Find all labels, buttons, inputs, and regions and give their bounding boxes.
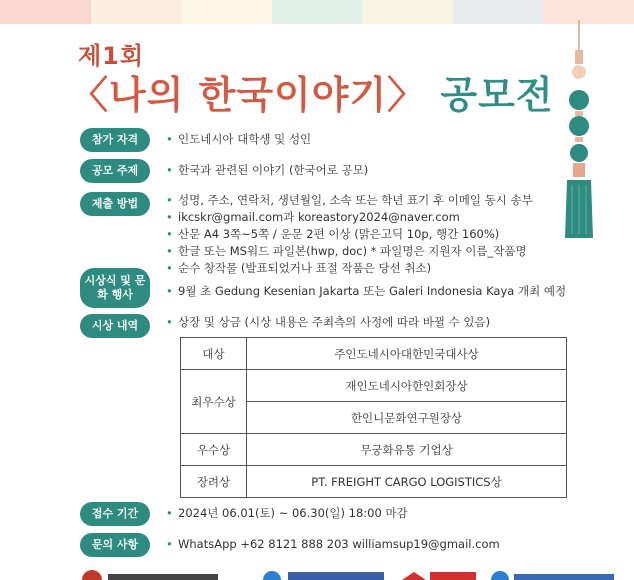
label-awards: 시상 내역: [80, 314, 150, 338]
strip-block: [91, 0, 182, 24]
list-item: • 9월 초 Gedung Kesenian Jakarta 또는 Galeri Indonesia Kaya 개최 예정: [166, 283, 566, 300]
sponsor-logo-icon: [430, 572, 476, 580]
eligibility-list: [166, 131, 311, 148]
award-sponsor: 한인니문화연구원장상: [247, 402, 567, 434]
strip-block: [0, 0, 91, 24]
strip-block: [272, 0, 363, 24]
list-item: • 한글 또는 MS워드 파일본(hwp, doc) * 파일명은 지원자 이름_작품명: [166, 243, 533, 260]
sponsor-logo-icon: [108, 574, 218, 580]
awards-table: [180, 337, 567, 498]
sponsor-logo-icon: [82, 570, 102, 580]
strip-block: [362, 0, 453, 24]
table-row: [181, 370, 567, 402]
strip-block: [453, 0, 544, 24]
list-item: • ikcskr@gmail.com과 koreastory2024@naver.com: [166, 209, 533, 226]
award-name: 대상: [181, 338, 247, 370]
submission-list: [166, 192, 533, 277]
sponsor-logo-icon: [288, 572, 384, 580]
list-item: • 상장 및 상금 (시상 내용은 주최측의 사정에 따라 바뀔 수 있음): [166, 314, 490, 331]
label-contact: 문의 사항: [80, 533, 150, 557]
list-item: • 한국과 관련된 이야기 (한국어로 공모): [166, 162, 368, 179]
table-row: [181, 338, 567, 370]
title-tail: 공모전: [440, 73, 554, 117]
contact-list: [166, 536, 500, 553]
table-row: [181, 466, 567, 498]
list-item: • WhatsApp +62 8121 888 203 williamsup19@gmail.com: [166, 536, 500, 553]
sponsor-logo-icon: [491, 571, 509, 580]
award-sponsor: 주인도네시아대한민국대사상: [247, 338, 567, 370]
sponsor-logo-icon: [263, 571, 281, 580]
awards-list: [166, 314, 490, 331]
theme-list: [166, 162, 368, 179]
title-main: 〈나의 한국이야기〉: [70, 73, 427, 117]
list-item: • 인도네시아 대학생 및 성인: [166, 131, 311, 148]
top-color-strip: [0, 0, 634, 24]
strip-block: [181, 0, 272, 24]
award-name: 우수상: [181, 434, 247, 466]
award-name: 장려상: [181, 466, 247, 498]
page-title: [70, 64, 554, 119]
label-theme: 공모 주제: [80, 159, 150, 183]
label-period: 접수 기간: [80, 502, 150, 526]
label-eligibility: 참가 자격: [80, 128, 150, 152]
award-sponsor: PT. FREIGHT CARGO LOGISTICS상: [247, 466, 567, 498]
sponsor-logo-icon: [514, 574, 614, 580]
round-label: 제1회: [78, 42, 145, 70]
sponsor-logos: [0, 566, 634, 580]
ceremony-list: [166, 283, 566, 300]
table-row: [181, 434, 567, 466]
list-item: • 2024년 06.01(토) ~ 06.30(일) 18:00 마감: [166, 505, 408, 522]
award-sponsor: 재인도네시아한인회장상: [247, 370, 567, 402]
list-item: • 산문 A4 3쪽~5쪽 / 운문 2편 이상 (맑은고딕 10p, 행간 160%): [166, 226, 533, 243]
label-submission: 제출 방법: [80, 192, 150, 216]
sponsor-logo-icon: [402, 572, 426, 580]
award-name: 최우수상: [181, 370, 247, 434]
label-ceremony: 시상식 및 문화 행사: [80, 268, 150, 308]
award-sponsor: 무궁화유통 기업상: [247, 434, 567, 466]
norigae-ornament-icon: [562, 20, 596, 240]
list-item: • 성명, 주소, 연락처, 생년월일, 소속 또는 학년 표기 후 이메일 동시 송부: [166, 192, 533, 209]
list-item: • 순수 창작물 (발표되었거나 표절 작품은 당선 취소): [166, 260, 533, 277]
period-list: [166, 505, 408, 522]
